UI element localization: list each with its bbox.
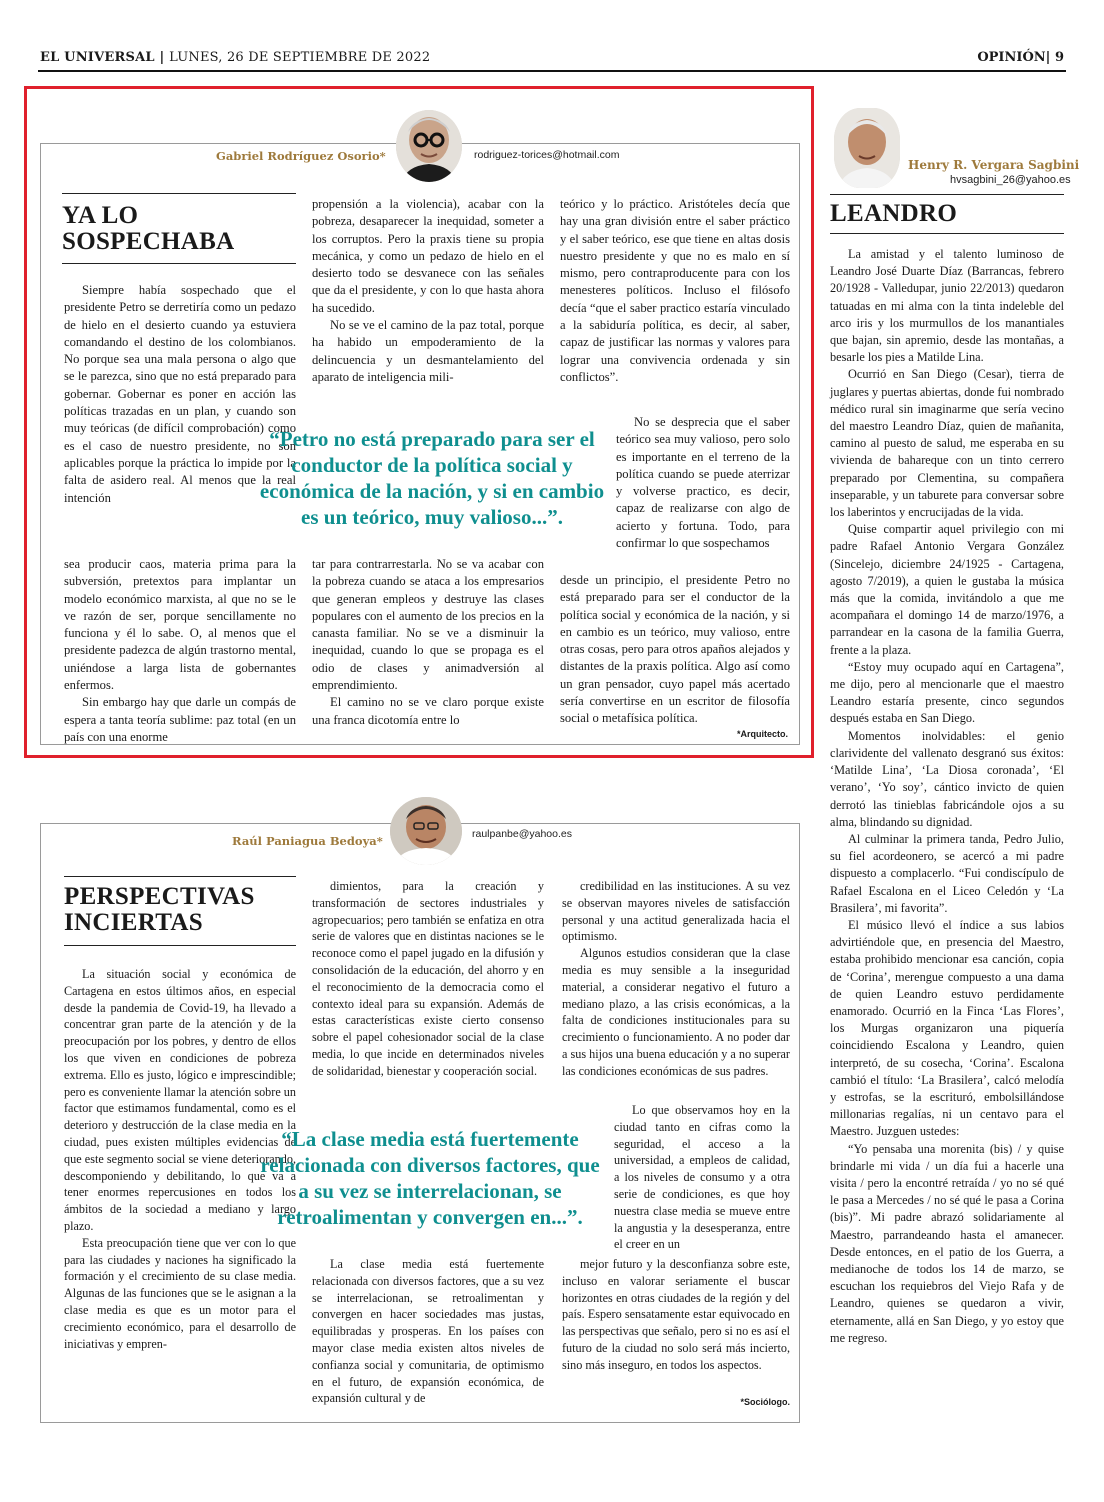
article-headline <box>64 884 296 936</box>
author-footnote: *Sociólogo. <box>740 1397 790 1407</box>
paragraph: propensión a la violencia), acabar con la pobreza, desaparecer la inequidad, someter a los corruptos. Pero la praxis tiene su propia mecánica, y como un pedazo de hielo en el desierto todo se desvanece con las señales que da el presidente, y con lo que hasta ahora ha sucedido. <box>312 197 544 315</box>
paragraph: teórico y lo práctico. Aristóteles decía que hay una gran división entre el saber práctico y el saber teórico, ese que tiene en altas dosis nuestro presidente y que no es malo en sí mismo, pero contraproducente para con los menesteres políticos. Incluso el filósofo decía “que el saber practico estaría vinculado a la sabiduría política, es decir, al saber, capaz de justificar las normas y valores para lograr una convivencia ordenada y sin conflictos”. <box>560 197 790 384</box>
masthead <box>40 50 430 65</box>
article-column-3-side <box>614 1102 790 1253</box>
article-column-3-top <box>562 878 790 1080</box>
headline-rule-bottom <box>64 945 296 946</box>
author-email[interactable]: rodriguez-torices@hotmail.com <box>474 149 620 161</box>
paragraph: La amistad y el talento luminoso de Leandro José Duarte Díaz (Barrancas, febrero 20/1928 - Valledupar, junio 22/2013) quedaron tatuadas en mi alma con la tinta indeleble del arco iris y los murmullos de los manantiales que bajan, sin apremio, desde las montañas, a besarle los pies a Matilde Lina. <box>830 247 1064 365</box>
headline-line-2: SOSPECHABA <box>62 228 235 255</box>
paragraph: “Yo pensaba una morenita (bis) / y quise brindarle mi vida / un día fui a hacerle una visita / pero la encontré retraída / yo no sé qué le pasa a Mercedes / no sé qué le pasa a Corina (bis)”. Mi padre abrazó solidariamente al Maestro, parrandeando hasta el amanecer. Desde entonces, en el patio de los Guerra, a medianoche de todos los 14 de marzo, se escuchan los requiebros del Viejo Rafa y de Leandro, quienes se quedaron a vivir, eternamente, allá en San Diego, y yo estoy que me regreso. <box>830 1141 1064 1345</box>
paragraph: tar para contrarrestarla. No se va acabar con la pobreza cuando se ataca a los empresarios que generan empleos y destruye las clases populares con el aumento de los precios en la canasta familiar. No se ve a disminuir la inequidad, cuando lo que se propaga es el odio de clases y animadversión al emprendimiento. <box>312 557 544 693</box>
paragraph: Al culminar la primera tanda, Pedro Julio, su fiel acordeonero, se acercó a mi padre dispuesto a complacerlo. “Fui condiscípulo de Rafael Escalona en el Liceo Celedón y ‘La Brasilera’, mi favorita”. <box>830 831 1064 915</box>
paragraph: mejor futuro y la desconfianza sobre este, incluso en valorar seriamente el buscar horizontes en otras ciudades de la región y del país. Espero sensatamente estar equivocado en las perspectivas que señalo, pero si no es así el futuro de la ciudad no solo será más incierto, sino más inseguro, en todos los aspectos. <box>562 1257 790 1372</box>
headline-rule-top <box>62 193 296 194</box>
paragraph: El camino no se ve claro porque existe una franca dicotomía entre lo <box>312 695 544 727</box>
pull-quote: “Petro no está preparado para ser el conductor de la política social y económica de la nación, y si en cambio es un teórico, muy valioso...”. <box>259 427 605 529</box>
headline-rule-top <box>830 194 1064 195</box>
author-byline: Gabriel Rodríguez Osorio* <box>216 149 386 163</box>
article-headline: LEANDRO <box>830 200 958 227</box>
author-email[interactable]: raulpanbe@yahoo.es <box>472 828 572 840</box>
paragraph: La clase media está fuertemente relacionada con diversos factores, que a su vez se interrelacionan, se retroalimentan y convergen en hacer sociedades mas justas, equilibradas y prosperas. En los países con mayor clase media existen altos niveles de confianza social y comunitaria, de optimismo en el futuro, de expansión económica, de expansión cultural y de <box>312 1257 544 1406</box>
author-byline: Raúl Paniagua Bedoya* <box>232 834 383 848</box>
headline-line-1: PERSPECTIVAS <box>64 883 255 910</box>
paragraph: No se desprecia que el saber teórico sea muy valioso, pero solo es importante en el terreno de la política cuando se puede aterrizar y volverse practico, es decir, capaz de realizarse con algo de acierto y fortuna. Todo, para confirmar lo que sospechamos <box>616 415 790 551</box>
paragraph: “Estoy muy ocupado aquí en Cartagena”, me dijo, pero al mencionarle que el maestro Leandro estaría presente, cinco segundos después estaba en San Diego. <box>830 659 1064 726</box>
newspaper-name: EL UNIVERSAL <box>40 50 155 65</box>
paragraph: La situación social y económica de Cartagena en estos últimos años, en especial desde la pandemia de Covid-19, ha llevado a concentrar gran parte de la atención y de la preocupación por los pobres, y dentro de ellos los que viven en condiciones de pobreza extrema. Ello es justo, lógico e imprescindible; pero es conveniente llamar la atención sobre un factor que estimamos fundamental, como es el deterioro y destrucción de la clase media en la ciudad, pues existen múltiples evidencias de que este segmento social se viene deteriorando, descomponiendo y debilitando, lo que va a tener enormes repercusiones en todos los ámbitos de la sociedad a mediano y largo plazo. <box>64 967 296 1233</box>
headline-rule-top <box>64 876 296 877</box>
pull-quote: “La clase media está fuertemente relacionada con diversos factores, que a su vez se interrelacionan, se retroalimentan y convergen en...”. <box>260 1127 600 1229</box>
issue-date: LUNES, 26 DE SEPTIEMBRE DE 2022 <box>169 50 431 65</box>
author-portrait-rodriguez <box>396 110 462 182</box>
author-email[interactable]: hvsagbini_26@yahoo.es <box>950 174 1071 186</box>
paragraph: Lo que observamos hoy en la ciudad tanto en cifras como la seguridad, el acceso a la universidad, a empleos de calidad, a los niveles de consumo y a otra serie de condiciones, es que hoy nuestra clase media se mueve entre la angustia y la desesperanza, entre el creer en un <box>614 1103 790 1252</box>
headline-rule-bottom <box>62 263 296 264</box>
author-byline: Henry R. Vergara Sagbini <box>908 158 1080 172</box>
paragraph: Momentos inolvidables: el genio clarividente del vallenato desgranó sus éxitos: ‘Matilde Lina’, ‘La Diosa coronada’, ‘El verano’, ‘Yo soy’, cántico invicto de quien derrotó las tinieblas fabricándole ojos a su alma, blindando su dignidad. <box>830 728 1064 829</box>
paragraph: El músico llevó el índice a sus labios advirtiéndole que, en presencia del Maestro, estaba prohibido mencionar esa canción, copia de ‘Corina’, merengue compuesto a una dama de quien Leandro estuvo perdidamente enamorado. Ocurrió en la Finca ‘Las Flores’, los Murgas organizaron una piquería coincidiendo Escalona y Leandro, quien interpretó, de su cosecha, ‘Corina’. Escalona cambió el título: ‘La Brasilera’, calcó melodía y estrofas, se la escrituró, embolsillándose millonarias regalías, ni un centavo para el Maestro. Juzguen ustedes: <box>830 917 1064 1139</box>
article-column-2-top <box>312 196 544 386</box>
headline-rule-bottom <box>830 233 1064 234</box>
article-column-2-top <box>312 878 544 1080</box>
page-number: 9 <box>1054 50 1064 65</box>
article-headline <box>62 203 296 255</box>
section-label <box>977 50 1064 65</box>
article-column-3-bottom <box>560 572 790 728</box>
paragraph: credibilidad en las instituciones. A su vez se observan mayores niveles de satisfacción personal y una actitud generalizada hacia el optimismo. <box>562 879 790 944</box>
author-portrait-paniagua <box>390 797 462 865</box>
paragraph: Siempre había sospechado que el presidente Petro se derretiría como un pedazo de hielo en el desierto cuando ya estuviera comandando el destino de los colombianos. No porque sea una mala persona o algo que se le parezca, sino que no está preparado para gobernar. Gobernar es poner en acción las políticas trazadas en un plan, y cuando son muy teóricas (de difícil comprobación) como es el caso de nuestro presidente, no son aplicables porque la práctica lo impide por la falta de asidero real. Al menos que la real intención <box>64 283 296 505</box>
article-column-3-bottom <box>562 1256 790 1374</box>
article-column-3-top <box>560 196 790 386</box>
headline-line-2: INCIERTAS <box>64 909 203 936</box>
author-footnote: *Arquitecto. <box>736 729 788 739</box>
paragraph: Quise compartir aquel privilegio con mi padre Rafael Antonio Vergara González (Sincelejo, diciembre 24/1925 - Cartagena, agosto 7/2019), a quien le gustaba la música más que la comida, invitándolo a que me acompañara el domingo 14 de marzo/1976, a parrandear en la casona de la familia Guerra, frente a la plaza. <box>830 522 1064 657</box>
paragraph: Esta preocupación tiene que ver con lo que para las ciudades y naciones ha significado la formación y el crecimiento de su clase media. Algunas de las funciones que se le asignan a la clase media es que es un motor para el crecimiento económico, para el desarrollo de iniciativas y empren- <box>64 1235 296 1351</box>
paragraph: desde un principio, el presidente Petro no está preparado para ser el conductor de la política social y económica de la nación, y si en cambio es un teórico, muy valioso, entre otras cosas, pero para otros apaños alejados y distantes de la praxis política. Algo así como un gran pensador, cuyo papel más acertado sería convertirse en un escritor de filosofía social o metafísica política. <box>560 573 790 726</box>
paragraph: sea producir caos, materia prima para la subversión, pretextos para implantar un modelo económico marxista, al que no se le ve razón de ser, porque sencillamente no funciona y él lo sabe. O, al menos que el presidente padezca de algún trastorno mental, uniéndose a larga lista de gobernantes enfermos. <box>64 557 296 693</box>
paragraph: dimientos, para la creación y transformación de sectores industriales y agropecuarios; pero también se enfatiza en otra serie de valores que en distintas naciones se le reconoce como el papel jugado en la difusión y consolidación de la educación, del ahorro y en el reconocimiento de la democracia como el contexto ideal para su expansión. Además de estas características existe cierto consenso sobre el papel cohesionador social de la clase media, lo que incide en determinados niveles de solidaridad, bienestar y cooperación social. <box>312 879 544 1078</box>
paragraph: Algunos estudios consideran que la clase media es muy sensible a la inseguridad material, a considerar negativo el futuro a mediano plazo, a las crisis económicas, a la falta de condiciones institucionales para su crecimiento o funcionamiento. A no poder dar a sus hijos una buena educación y a no superar las condiciones económicas de sus padres. <box>562 946 790 1078</box>
article-column-2-bottom <box>312 556 544 729</box>
paragraph: No se ve el camino de la paz total, porque ha habido un empoderamiento de la delincuencia y un desmantelamiento del aparato de inteligencia mili- <box>312 318 544 384</box>
header-rule <box>38 70 1066 72</box>
section-name: OPINIÓN| <box>977 50 1051 65</box>
article-column-1-bottom <box>64 556 296 746</box>
article-column-2-bottom <box>312 1256 544 1407</box>
author-portrait-vergara <box>834 108 900 188</box>
paragraph: Sin embargo hay que darle un compás de espera a tanta teoría sublime: paz total (en un país con una enorme <box>64 695 296 744</box>
headline-line-1: YA LO <box>62 202 139 229</box>
masthead-separator: | <box>159 50 165 65</box>
paragraph: Ocurrió en San Diego (Cesar), tierra de juglares y puertas abiertas, donde fui nombrado médico rural sin imaginarme que sería vecino del maestro Leandro Díaz, quien de mañanita, camino al puesto de salud, me esperaba en su vivienda de bahareque con un tinto cerrero preparado por Clementina, su compañera inseparable, y un taburete para conversar sobre los laberintos y encrucijadas de la vida. <box>830 367 1064 520</box>
article-column-3-side <box>616 414 790 552</box>
article-column-right <box>830 246 1064 1347</box>
